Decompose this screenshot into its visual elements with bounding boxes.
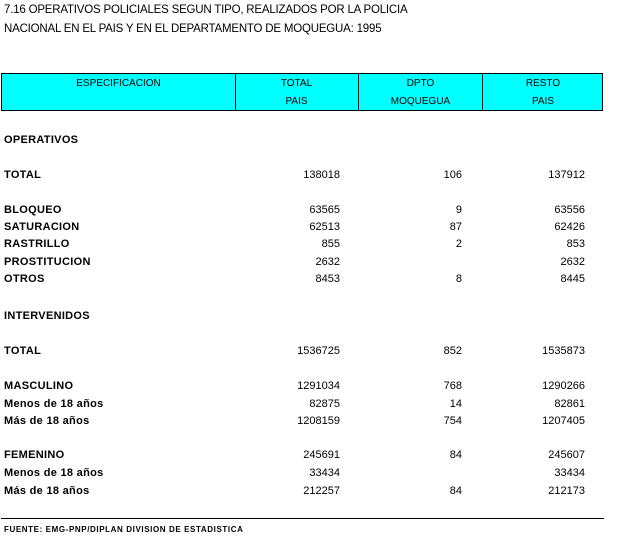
cell-total-pais: 855 (321, 238, 340, 250)
header-total-line1: TOTAL (280, 78, 313, 89)
row-label: Menos de 18 años (4, 467, 104, 479)
cell-total-pais: 1536725 (297, 345, 340, 357)
header-especificacion-label: ESPECIFICACION (76, 78, 161, 89)
cell-resto-pais: 62426 (554, 221, 585, 233)
row-label: MASCULINO (4, 380, 74, 392)
cell-total-pais: 33434 (309, 467, 340, 479)
cell-dpto-moquegua: 754 (443, 415, 462, 427)
table-row-rastrillo (0, 238, 620, 254)
cell-resto-pais: 1207405 (542, 415, 585, 427)
cell-dpto-moquegua: 14 (449, 398, 462, 410)
table-row-operativos-total (0, 169, 620, 185)
table-title-line-1: 7.16 OPERATIVOS POLICIALES SEGUN TIPO, REALIZADOS POR LA POLICIA (4, 4, 408, 16)
header-resto-line1: RESTO (525, 78, 561, 89)
cell-resto-pais: 82861 (554, 398, 585, 410)
cell-resto-pais: 245607 (548, 449, 585, 461)
table-title-line-2: NACIONAL EN EL PAIS Y EN EL DEPARTAMENTO DE MOQUEGUA: 1995 (4, 23, 382, 35)
cell-dpto-moquegua: 84 (449, 485, 462, 497)
cell-dpto-moquegua: 768 (443, 380, 462, 392)
cell-resto-pais: 8445 (560, 273, 585, 285)
cell-resto-pais: 63556 (554, 204, 585, 216)
row-label: INTERVENIDOS (4, 310, 90, 322)
cell-dpto-moquegua: 8 (455, 273, 462, 285)
header-dpto-moquegua (359, 74, 483, 110)
table-row-masculino-menos-18 (0, 398, 620, 414)
source-footnote: FUENTE: EMG-PNP/DIPLAN DIVISION DE ESTADISTICA (4, 525, 244, 534)
cell-resto-pais: 137912 (548, 169, 585, 181)
cell-total-pais: 82875 (309, 398, 340, 410)
cell-total-pais: 212257 (303, 485, 340, 497)
row-label: FEMENINO (4, 449, 65, 461)
header-resto-pais (483, 74, 603, 110)
cell-total-pais: 8453 (315, 273, 340, 285)
section-heading-operativos (0, 134, 620, 150)
row-label: OPERATIVOS (4, 134, 79, 146)
cell-resto-pais: 33434 (554, 467, 585, 479)
row-label: Más de 18 años (4, 415, 90, 427)
row-label: TOTAL (4, 169, 42, 181)
row-label: PROSTITUCION (4, 256, 91, 268)
table-header (1, 73, 603, 111)
cell-total-pais: 138018 (303, 169, 340, 181)
row-label: BLOQUEO (4, 204, 62, 216)
table-row-femenino-mas-18 (0, 485, 620, 501)
cell-total-pais: 1291034 (297, 380, 340, 392)
row-label: OTROS (4, 273, 45, 285)
table-row-femenino-menos-18 (0, 467, 620, 483)
table-row-masculino (0, 380, 620, 396)
header-especificacion (2, 74, 236, 110)
section-heading-intervenidos (0, 310, 620, 326)
footer-divider (1, 518, 604, 519)
table-row-prostitucion (0, 256, 620, 272)
header-resto-line2: PAIS (531, 96, 555, 107)
cell-resto-pais: 1290266 (542, 380, 585, 392)
table-row-femenino (0, 449, 620, 465)
cell-total-pais: 2632 (315, 256, 340, 268)
cell-total-pais: 62513 (309, 221, 340, 233)
header-dpto-line2: MOQUEGUA (390, 96, 451, 107)
header-total-pais (235, 74, 359, 110)
cell-resto-pais: 2632 (560, 256, 585, 268)
cell-dpto-moquegua: 84 (449, 449, 462, 461)
cell-dpto-moquegua: 87 (449, 221, 462, 233)
table-row-masculino-mas-18 (0, 415, 620, 431)
header-total-line2: PAIS (285, 96, 308, 107)
table-row-saturacion (0, 221, 620, 237)
cell-resto-pais: 1535873 (542, 345, 585, 357)
table-row-bloqueo (0, 204, 620, 220)
row-label: SATURACION (4, 221, 80, 233)
cell-resto-pais: 853 (566, 238, 585, 250)
cell-resto-pais: 212173 (548, 485, 585, 497)
table-row-otros (0, 273, 620, 289)
row-label: RASTRILLO (4, 238, 70, 250)
cell-total-pais: 63565 (309, 204, 340, 216)
cell-total-pais: 1208159 (297, 415, 340, 427)
header-dpto-line1: DPTO (406, 78, 435, 89)
row-label: TOTAL (4, 345, 42, 357)
table-row-intervenidos-total (0, 345, 620, 361)
cell-total-pais: 245691 (303, 449, 340, 461)
cell-dpto-moquegua: 106 (443, 169, 462, 181)
row-label: Menos de 18 años (4, 398, 104, 410)
row-label: Más de 18 años (4, 485, 90, 497)
cell-dpto-moquegua: 2 (455, 238, 462, 250)
cell-dpto-moquegua: 9 (455, 204, 462, 216)
cell-dpto-moquegua: 852 (443, 345, 462, 357)
